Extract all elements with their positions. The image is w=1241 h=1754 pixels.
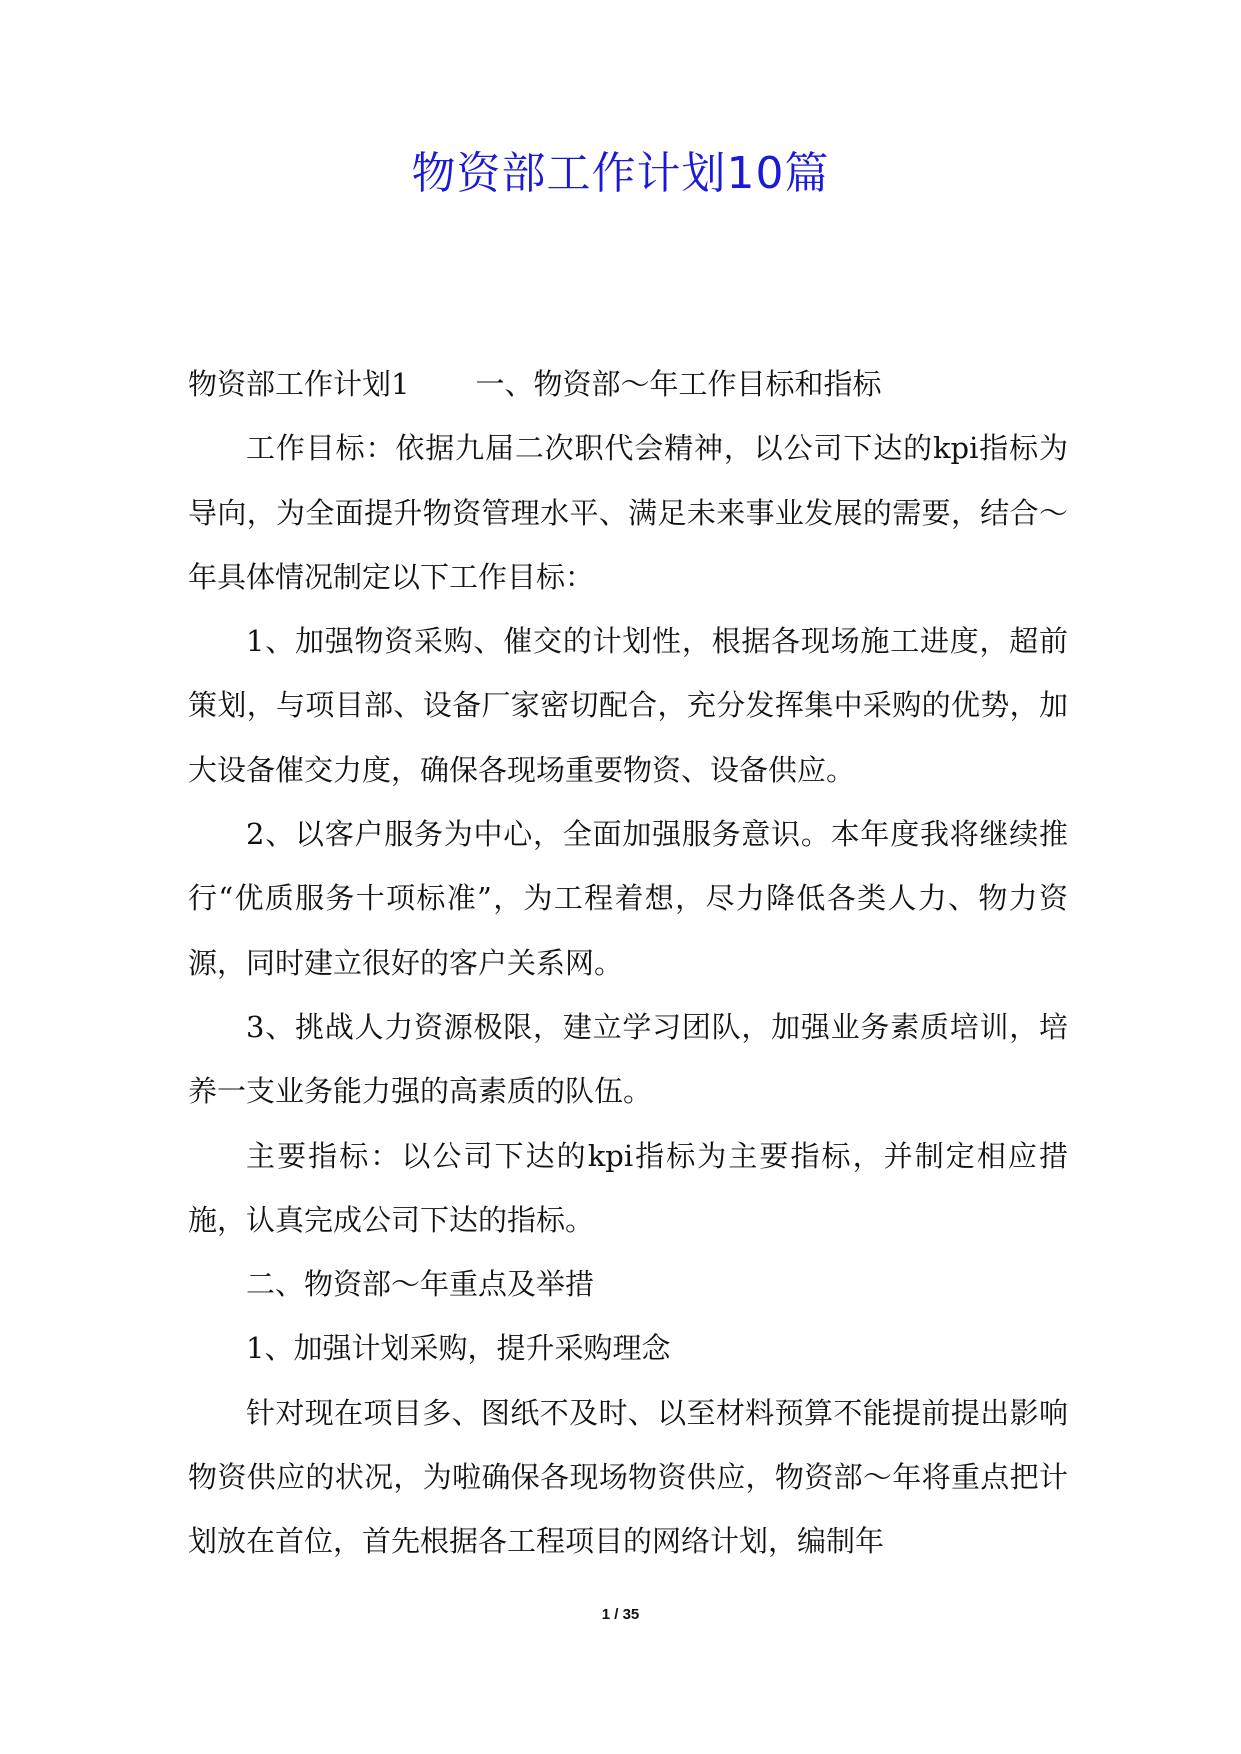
paragraph-main-indicator: 主要指标：以公司下达的kpi指标为主要指标，并制定相应措施，认真完成公司下达的指标。 [188, 1138, 1068, 1237]
document-title: 物资部工作计划10篇 [411, 148, 830, 199]
section-heading-1: 一、物资部～年工作目标和指标 [475, 367, 882, 401]
page-number: 1 / 35 [601, 1606, 640, 1623]
first-line [188, 352, 1068, 416]
section-heading-2: 二、物资部～年重点及举措 [246, 1267, 595, 1302]
paragraph-planning: 针对现在项目多、图纸不及时、以至材料预算不能提前提出影响物资供应的状况，为啦确保各现场物资供应，物资部～年将重点把计划放在首位，首先根据各工程项目的网络计划，编制年 [188, 1395, 1068, 1559]
paragraph-goal: 工作目标：依据九届二次职代会精神，以公司下达的kpi指标为导向，为全面提升物资管理水平、满足未来事业发展的需要，结合～年具体情况制定以下工作目标： [188, 431, 1068, 594]
plan-heading: 物资部工作计划1 [188, 367, 410, 401]
paragraph-item-2: 2、以客户服务为中心，全面加强服务意识。本年度我将继续推行“优质服务十项标准”，为工程着想，尽力降低各类人力、物力资源，同时建立很好的客户关系网。 [188, 817, 1068, 980]
paragraph-item-1: 1、加强物资采购、催交的计划性，根据各现场施工进度，超前策划，与项目部、设备厂家密切配合，充分发挥集中采购的优势，加大设备催交力度，确保各现场重要物资、设备供应。 [188, 624, 1068, 787]
document-body [188, 352, 1068, 1574]
subheading-1: 1、加强计划采购，提升采购理念 [246, 1331, 671, 1366]
paragraph-item-3: 3、挑战人力资源极限，建立学习团队，加强业务素质培训，培养一支业务能力强的高素质的队伍。 [188, 1009, 1068, 1109]
